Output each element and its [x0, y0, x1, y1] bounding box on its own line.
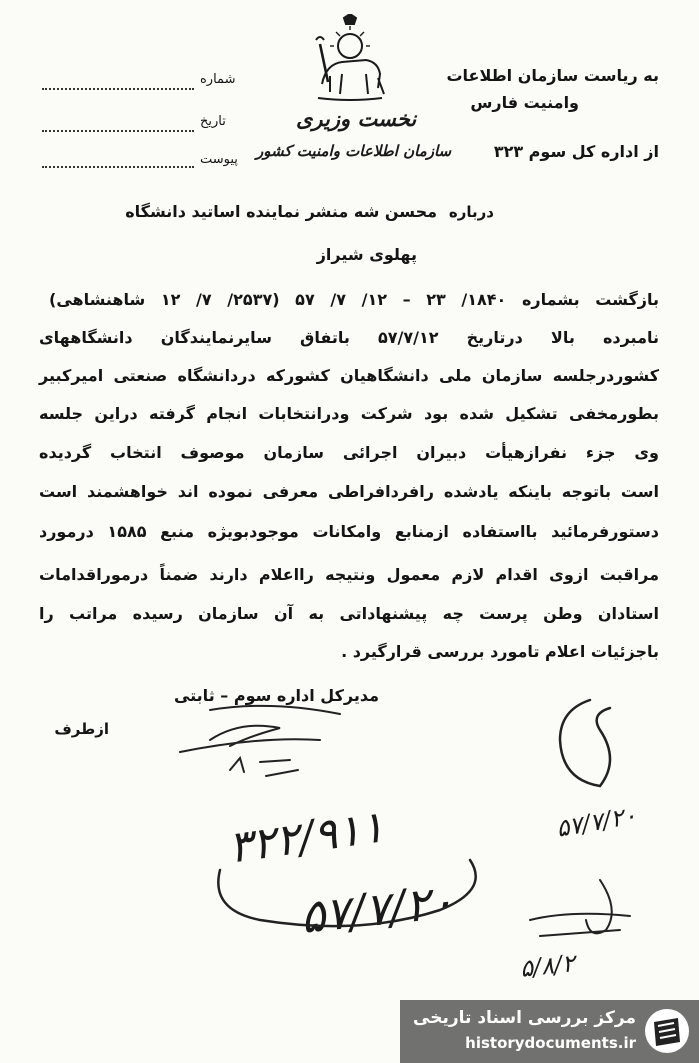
body-line: بطورمخفی تشکیل شده بود شرکت ودرانتخابات انجام گرفته دراین جلسه	[39, 404, 659, 423]
body-line: دستورفرمائید بااستفاده ازمنابع وامکانات موجودبویژه منبع ۱۵۸۵ درمورد	[39, 522, 659, 541]
margin-initial-icon	[540, 690, 630, 800]
body-line: کشوردرجلسه سازمان ملی دانشگاهیان کشورکه دردانشگاه صنعتی امیرکبیر	[39, 366, 659, 385]
ministry-title: نخست وزیری	[296, 106, 417, 131]
handwritten-reference-number: ۳۲۲/۹۱۱	[225, 801, 388, 874]
watermark-banner	[400, 1000, 699, 1063]
organization-title: سازمان اطلاعات وامنیت کشور	[256, 142, 452, 160]
lion-and-sun-emblem-icon	[308, 14, 392, 102]
subject-prefix: درباره	[448, 203, 494, 221]
number-label: شماره	[200, 72, 236, 87]
date-label: تاریخ	[200, 114, 226, 129]
handwritten-curve-icon	[200, 840, 500, 940]
subject-line-1: محسن شه منشر نماینده اساتید دانشگاه	[125, 202, 437, 221]
addressee-line-1: به ریاست سازمان اطلاعات	[446, 66, 659, 85]
body-line: مراقبت ازوی اقدام لازم معمول ونتیجه رااعلام دارند ضمناً درموراقدامات	[39, 565, 659, 584]
watermark-title: مرکز بررسی اسناد تاریخی	[413, 1008, 636, 1028]
date-dots	[42, 130, 194, 132]
number-dots	[42, 88, 194, 90]
body-line: نامبرده بالا درتاریخ ۵۷/۷/۱۲ باتفاق سایرنمایندگان دانشگاههای	[39, 328, 660, 347]
attachment-label: پیوست	[200, 152, 238, 167]
signature-title: مدیرکل اداره سوم – ثابتی	[173, 686, 379, 705]
lower-initials-icon	[510, 870, 650, 960]
attachment-dots	[42, 166, 194, 168]
watermark-site: historydocuments.ir	[465, 1034, 636, 1052]
body-line: استادان وطن پرست چه پیشنهاداتی به آن سازمان رسیده مراتب را	[39, 604, 659, 623]
subject-line-2: پهلوی شیراز	[316, 245, 417, 264]
body-line: بازگشت بشماره ۱۸۴۰/ ۲۳ – ۱۲/ ۷/ ۵۷ (۲۵۳۷/ ۷/ ۱۲ شاهنشاهی)	[49, 290, 660, 309]
addressee-line-2: وامنیت فارس	[470, 93, 579, 112]
handwritten-date: ۵۷/۷/۲۰	[297, 874, 457, 944]
signature-scribble-icon	[170, 700, 360, 790]
from-line: از اداره کل سوم ۳۲۳	[493, 142, 659, 161]
body-line: وی جزء نفرازهیأت دبیران اجرائی سازمان موصوف انتخاب گردیده	[39, 443, 659, 462]
lower-note: ۵/۸/۲	[518, 949, 577, 983]
body-line: است باتوجه باینکه یادشده رافردافراطی معرفی نموده اند خواهشمند است	[39, 482, 659, 501]
archive-logo-icon	[642, 1006, 692, 1056]
margin-note-date: ۵۷/۷/۲۰	[554, 801, 639, 843]
signature-by-line: ازطرف	[54, 720, 109, 738]
body-line: باجزئیات اعلام تامورد بررسی قرارگیرد .	[341, 642, 659, 661]
